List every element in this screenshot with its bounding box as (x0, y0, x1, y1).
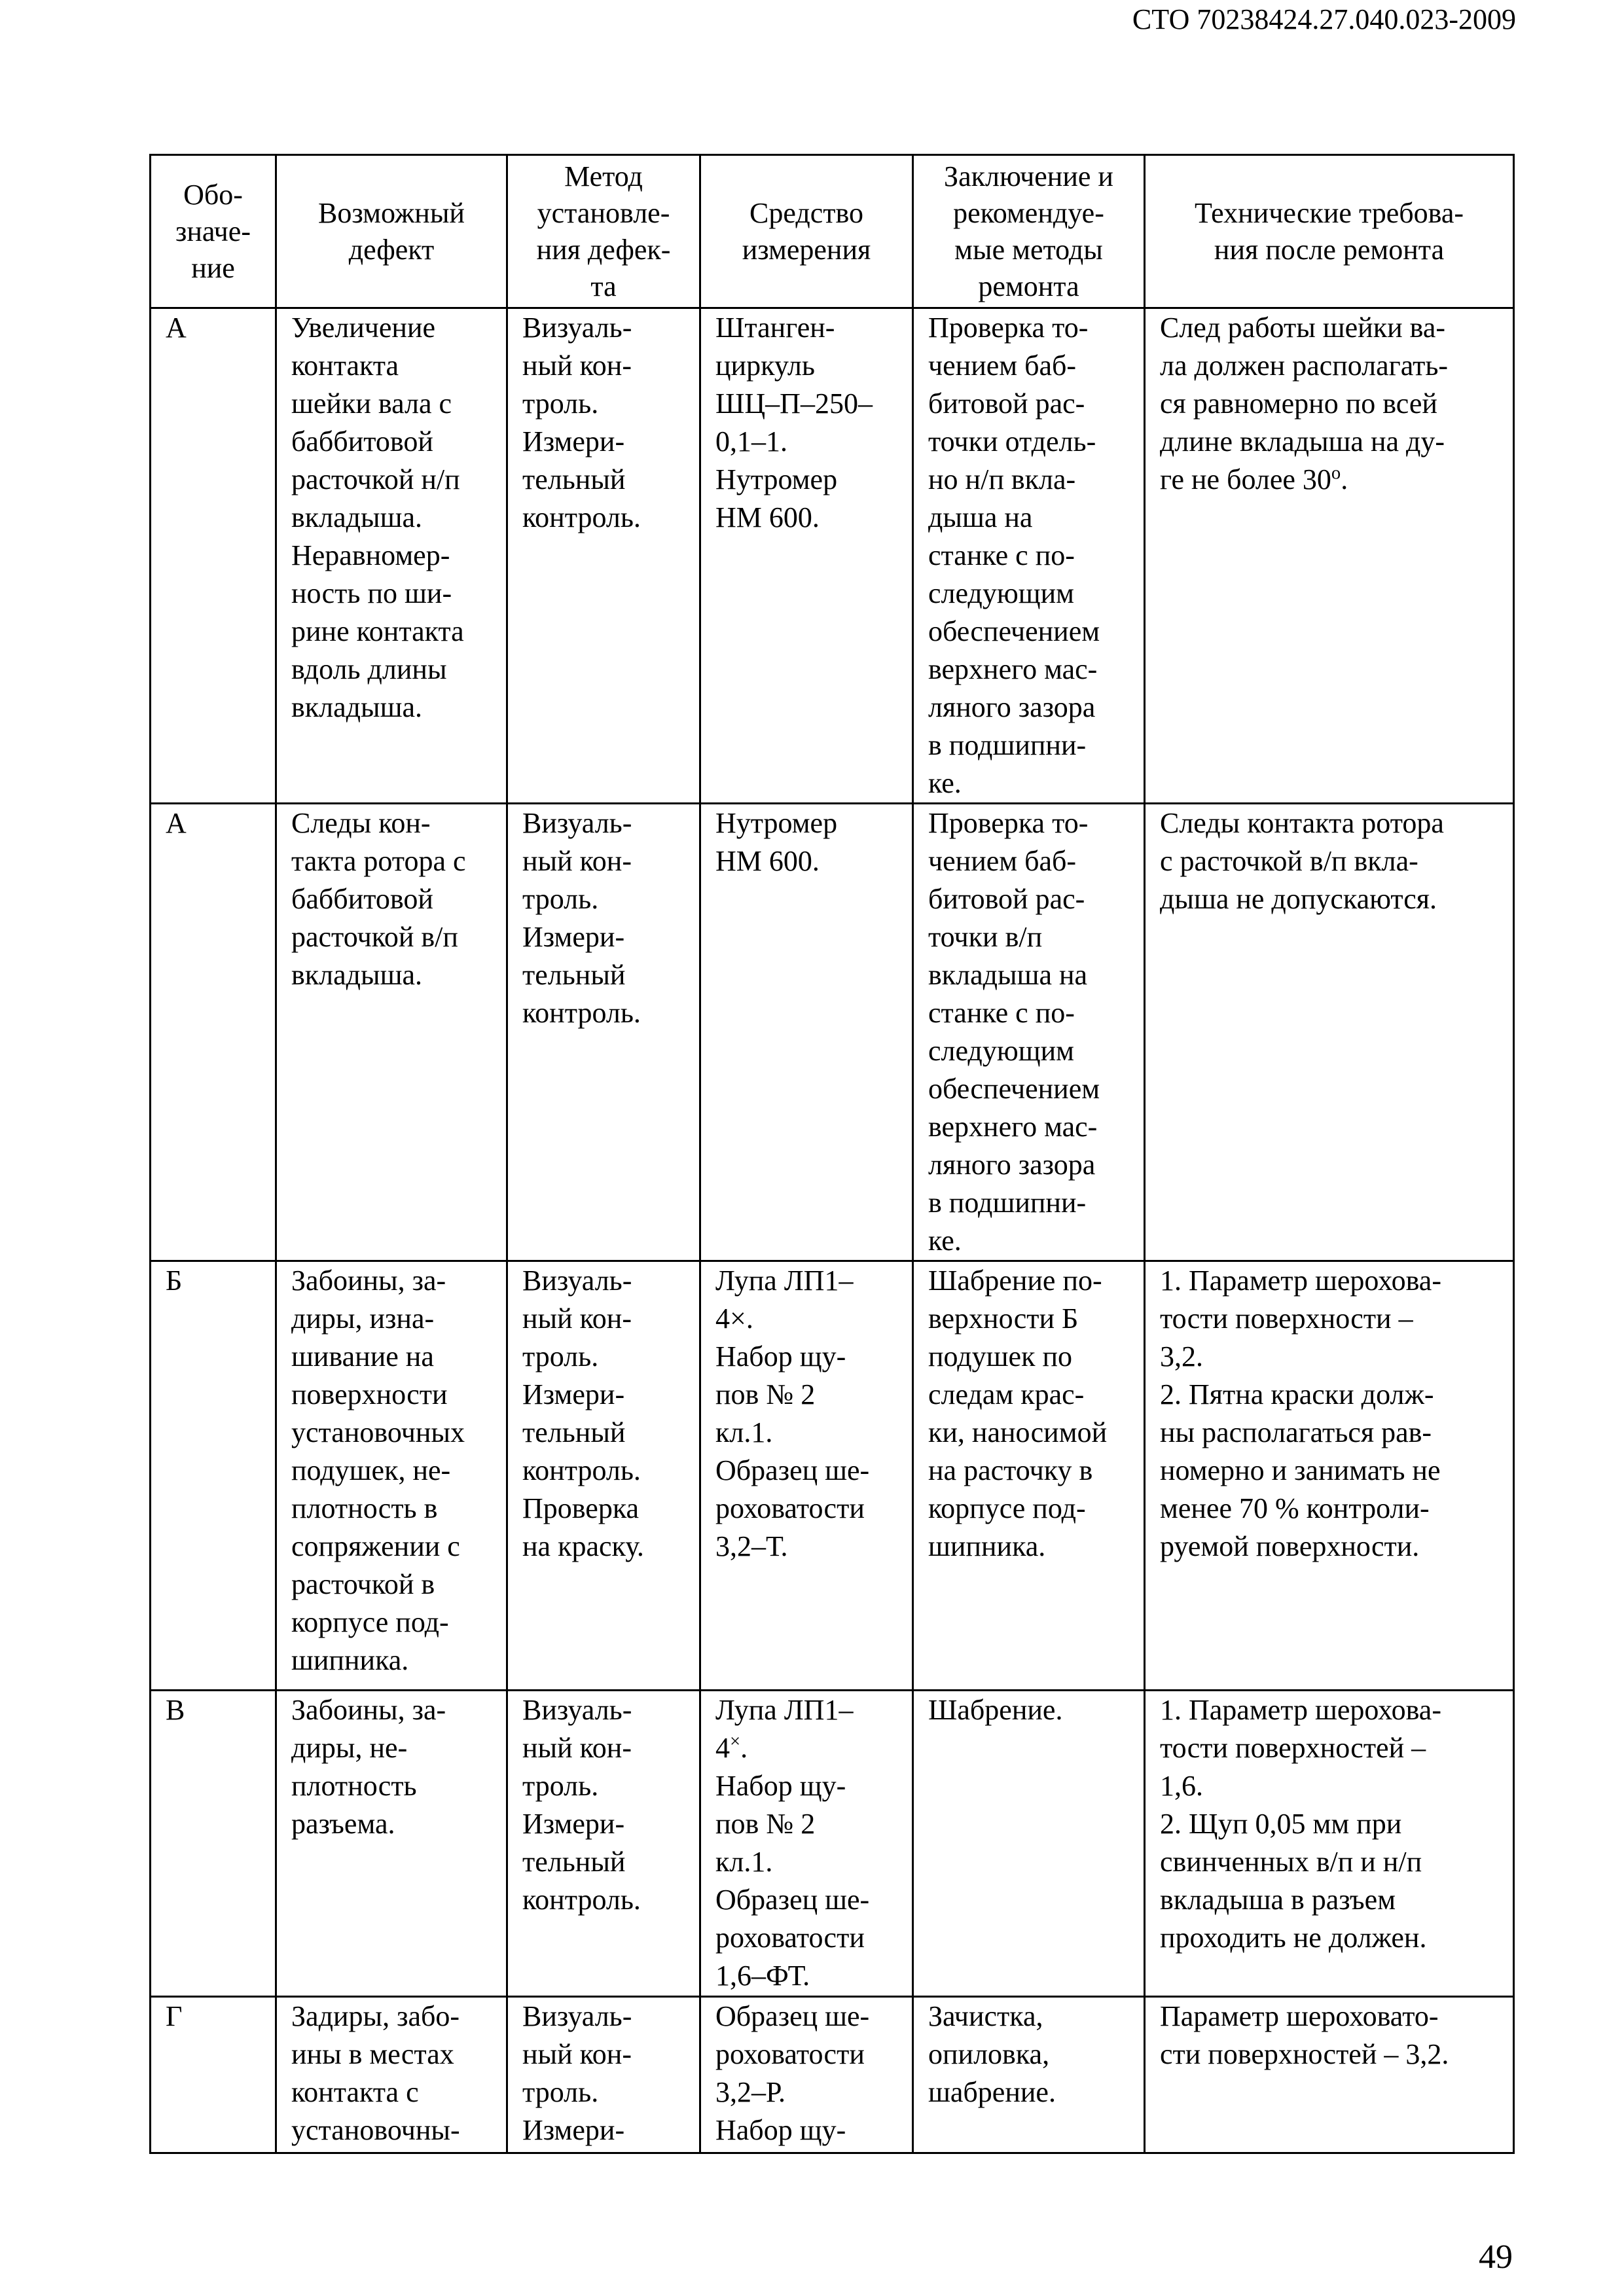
text-line: 1,6–ФТ. (715, 1960, 810, 1992)
text-line: НМ 600. (715, 501, 820, 533)
text-line: 4×. (715, 1302, 753, 1335)
cell-conclusion-text (928, 804, 1136, 1260)
cell-conclusion (913, 1261, 1145, 1691)
text-line: НМ 600. (715, 845, 820, 877)
text-line: обеспечением (928, 615, 1100, 647)
text-line: битовой рас- (928, 387, 1085, 420)
cell-requirements-text (1160, 804, 1505, 918)
text-line: Набор щу- (715, 2114, 846, 2146)
text-line: 3,2–Т. (715, 1530, 788, 1562)
text-line: дефект (348, 233, 435, 266)
text-line: контроль. (522, 1884, 641, 1916)
text-line: битовой рас- (928, 883, 1085, 915)
text-line: контроль. (522, 1454, 641, 1486)
text-line: сопряжении с (291, 1530, 460, 1562)
text-line: тости поверхности – (1160, 1302, 1413, 1335)
table-row (151, 1691, 1514, 1997)
text-line: расточкой в (291, 1568, 435, 1600)
text-line: 3,2–Р. (715, 2076, 785, 2108)
text-line: Измери- (522, 1378, 625, 1410)
cell-requirements-text (1160, 1998, 1505, 2073)
text-line: значе- (175, 215, 251, 247)
text-line: 4×. (715, 1731, 748, 1764)
text-line: троль. (522, 387, 599, 420)
text-line: ляного зазора (928, 1149, 1096, 1181)
text-line: в подшипни- (928, 1187, 1087, 1219)
text-line: Задиры, забо- (291, 2000, 460, 2032)
cell-conclusion (913, 804, 1145, 1261)
cell-defect-text (291, 1262, 498, 1679)
text-line: Следы контакта ротора (1160, 807, 1444, 839)
cell-requirements-text (1160, 309, 1505, 499)
text-line: ремонта (978, 270, 1079, 302)
superscript: × (730, 1731, 741, 1752)
text-line: Неравномер- (291, 539, 450, 571)
cell-conclusion-text (928, 1691, 1136, 1729)
cell-method (507, 308, 700, 804)
text-line: Метод (564, 160, 643, 192)
cell-defect-text (291, 1998, 498, 2149)
text-line: ность по ши- (291, 577, 452, 609)
text-line: Визуаль- (522, 1265, 632, 1297)
text-line: троль. (522, 883, 599, 915)
text-line: троль. (522, 2076, 599, 2108)
text-line: обеспечением (928, 1073, 1100, 1105)
text-line: ный кон- (522, 845, 632, 877)
cell-conclusion-text (928, 309, 1136, 802)
cell-conclusion (913, 1691, 1145, 1997)
text-line: контакта (291, 350, 399, 382)
column-header-instrument (700, 155, 913, 308)
cell-instrument (700, 308, 913, 804)
text-line: Технические требова- (1194, 196, 1464, 229)
column-header-designation (151, 155, 276, 308)
text-line: пов № 2 (715, 1808, 816, 1840)
page-number: 49 (1479, 2238, 1513, 2276)
text-line: вкладыша. (291, 691, 422, 723)
cell-conclusion (913, 1997, 1145, 2153)
text-line: точки в/п (928, 921, 1043, 953)
text-line: менее 70 % контроли- (1160, 1492, 1430, 1524)
cell-instrument (700, 1261, 913, 1691)
text-line: 1. Параметр шерохова- (1160, 1694, 1441, 1726)
text-line: Измери- (522, 2114, 625, 2146)
text-line: верхности Б (928, 1302, 1079, 1335)
text-line: шивание на (291, 1340, 434, 1372)
column-header-conclusion (913, 155, 1145, 308)
text-line: измерения (742, 233, 871, 266)
text-line: плотность (291, 1770, 417, 1802)
text-line: диры, не- (291, 1732, 408, 1764)
text-line: Образец ше- (715, 1884, 870, 1916)
text-line: ШЦ–П–250– (715, 387, 873, 420)
text-line: длине вкладыша на ду- (1160, 425, 1445, 457)
text-line: номерно и занимать не (1160, 1454, 1441, 1486)
cell-method-text (522, 1691, 691, 1919)
text-line: Проверка то- (928, 807, 1089, 839)
cell-instrument (700, 1691, 913, 1997)
text-line: 2. Щуп 0,05 мм при (1160, 1808, 1402, 1840)
cell-designation: Б (151, 1261, 276, 1691)
text-line: руемой поверхности. (1160, 1530, 1420, 1562)
text-line: установочны- (291, 2114, 460, 2146)
cell-method (507, 804, 700, 1261)
cell-defect (276, 1997, 507, 2153)
text-line: корпусе под- (928, 1492, 1086, 1524)
text-line: роховатости (715, 1922, 865, 1954)
text-line: Шабрение по- (928, 1265, 1102, 1297)
text-line: Возможный (318, 196, 465, 229)
text-line: тости поверхностей – (1160, 1732, 1426, 1764)
text-line: рекомендуе- (953, 196, 1104, 229)
cell-requirements (1145, 1691, 1514, 1997)
cell-conclusion-text (928, 1998, 1136, 2111)
text-line: шабрение. (928, 2076, 1056, 2108)
cell-instrument (700, 1997, 913, 2153)
text-line: роховатости (715, 1492, 865, 1524)
column-header-defect (276, 155, 507, 308)
text-line: вкладыша. (291, 959, 422, 991)
cell-method-text (522, 1262, 691, 1566)
text-line: Забоины, за- (291, 1694, 446, 1726)
text-line: та (590, 270, 617, 302)
text-line: ла должен располагать- (1160, 350, 1449, 382)
text-line: ный кон- (522, 1732, 632, 1764)
text-line: вкладыша. (291, 501, 422, 533)
text-line: баббитовой (291, 883, 433, 915)
text-line: Измери- (522, 1808, 625, 1840)
text-line: подушек, не- (291, 1454, 451, 1486)
table-header-row (151, 155, 1514, 308)
text-line: на краску. (522, 1530, 644, 1562)
text-line: шипника. (928, 1530, 1046, 1562)
text-line: ляного зазора (928, 691, 1096, 723)
cell-instrument-text (715, 804, 904, 880)
text-line: Набор щу- (715, 1340, 846, 1372)
text-line: свинченных в/п и н/п (1160, 1846, 1422, 1878)
column-header-requirements (1145, 155, 1514, 308)
text-line: Параметр шероховато- (1160, 2000, 1439, 2032)
text-line: установле- (537, 196, 670, 229)
text-line: ный кон- (522, 2038, 632, 2070)
text-line: Зачистка, (928, 2000, 1043, 2032)
text-line: Забоины, за- (291, 1265, 446, 1297)
cell-requirements (1145, 308, 1514, 804)
cell-instrument-text (715, 309, 904, 537)
text-line: Лупа ЛП1– (715, 1265, 854, 1297)
text-line: на расточку в (928, 1454, 1093, 1486)
cell-defect (276, 804, 507, 1261)
text-line: Измери- (522, 921, 625, 953)
text-line: Увеличение (291, 312, 436, 344)
cell-defect (276, 308, 507, 804)
table-body (151, 308, 1514, 2153)
table-row (151, 308, 1514, 804)
cell-method (507, 1997, 700, 2153)
text-line: Проверка то- (928, 312, 1089, 344)
cell-defect-text (291, 804, 498, 994)
text-line: следующим (928, 577, 1074, 609)
text-line: Образец ше- (715, 2000, 870, 2032)
text-line: Обо- (183, 178, 243, 211)
cell-conclusion-text (928, 1262, 1136, 1566)
text-line: ние (191, 251, 235, 284)
text-line: тельный (522, 959, 626, 991)
cell-conclusion (913, 308, 1145, 804)
cell-requirements (1145, 804, 1514, 1261)
text-line: сти поверхностей – 3,2. (1160, 2038, 1449, 2070)
text-line: тельный (522, 1846, 626, 1878)
text-line: Штанген- (715, 312, 835, 344)
text-line: Визуаль- (522, 1694, 632, 1726)
text-line: 0,1–1. (715, 425, 787, 457)
column-header-method (507, 155, 700, 308)
text-line: станке с по- (928, 539, 1075, 571)
text-line: опиловка, (928, 2038, 1050, 2070)
text-line: ки, наносимой (928, 1416, 1108, 1448)
text-line: 1,6. (1160, 1770, 1203, 1802)
cell-requirements (1145, 1997, 1514, 2153)
text-line: Измери- (522, 425, 625, 457)
cell-designation: А (151, 308, 276, 804)
text-line: Нутромер (715, 807, 838, 839)
text-line: установочных (291, 1416, 465, 1448)
text-line: дыша не допускаются. (1160, 883, 1437, 915)
text-line: диры, изна- (291, 1302, 435, 1335)
text-line: Визуаль- (522, 312, 632, 344)
text-line: такта ротора с (291, 845, 466, 877)
text-line: ный кон- (522, 350, 632, 382)
cell-defect-text (291, 1691, 498, 1843)
cell-method-text (522, 804, 691, 1032)
document-code: СТО 70238424.27.040.023-2009 (1132, 3, 1516, 35)
text-line: мые методы (954, 233, 1103, 266)
text-line: шейки вала с (291, 387, 452, 420)
text-line: ный кон- (522, 1302, 632, 1335)
cell-method (507, 1691, 700, 1997)
text-line: пов № 2 (715, 1378, 816, 1410)
text-line: дыша на (928, 501, 1033, 533)
text-line: тельный (522, 463, 626, 495)
table-row (151, 804, 1514, 1261)
text-line: троль. (522, 1770, 599, 1802)
text-line: станке с по- (928, 997, 1075, 1029)
cell-instrument-text (715, 1998, 904, 2149)
text-line: ге не более 30$^o$. (1160, 463, 1348, 495)
cell-method (507, 1261, 700, 1691)
text-line: роховатости (715, 2038, 865, 2070)
text-line: корпусе под- (291, 1606, 449, 1638)
text-line: циркуль (715, 350, 815, 382)
text-line: Средство (749, 196, 863, 229)
text-line: След работы шейки ва- (1160, 312, 1446, 344)
text-line: разъема. (291, 1808, 395, 1840)
table-row (151, 1261, 1514, 1691)
text-line: Визуаль- (522, 2000, 632, 2032)
text-line: Лупа ЛП1– (715, 1694, 854, 1726)
table-row (151, 1997, 1514, 2153)
text-line: контроль. (522, 501, 641, 533)
text-line: ния дефек- (536, 233, 671, 266)
text-line: следам крас- (928, 1378, 1085, 1410)
cell-requirements-text (1160, 1691, 1505, 1957)
text-line: ся равномерно по всей (1160, 387, 1437, 420)
text-line: Образец ше- (715, 1454, 870, 1486)
text-line: Заключение и (944, 160, 1113, 192)
text-line: кл.1. (715, 1846, 773, 1878)
text-line: в подшипни- (928, 729, 1087, 761)
text-line: расточкой в/п (291, 921, 458, 953)
text-line: шипника. (291, 1644, 409, 1676)
text-line: Проверка (522, 1492, 640, 1524)
text-line: контакта с (291, 2076, 419, 2108)
text-line: расточкой н/п (291, 463, 460, 495)
cell-designation: В (151, 1691, 276, 1997)
text-line: ке. (928, 767, 962, 799)
text-line: вкладыша в разъем (1160, 1884, 1396, 1916)
text-line: плотность в (291, 1492, 438, 1524)
cell-designation: Г (151, 1997, 276, 2153)
text-line: но н/п вкла- (928, 463, 1076, 495)
text-line: вдоль длины (291, 653, 447, 685)
cell-defect (276, 1261, 507, 1691)
text-line: Следы кон- (291, 807, 431, 839)
text-line: Нутромер (715, 463, 838, 495)
superscript: o (1331, 463, 1341, 484)
text-line: Визуаль- (522, 807, 632, 839)
text-line: проходить не должен. (1160, 1922, 1427, 1954)
text-line: следующим (928, 1035, 1074, 1067)
text-line: кл.1. (715, 1416, 773, 1448)
text-line: верхнего мас- (928, 653, 1098, 685)
cell-requirements (1145, 1261, 1514, 1691)
text-line: с расточкой в/п вкла- (1160, 845, 1418, 877)
text-line: рине контакта (291, 615, 464, 647)
cell-instrument-text (715, 1691, 904, 1995)
text-line: ке. (928, 1225, 962, 1257)
text-line: троль. (522, 1340, 599, 1372)
text-line: вкладыша на (928, 959, 1088, 991)
text-line: 1. Параметр шерохова- (1160, 1265, 1441, 1297)
cell-designation: А (151, 804, 276, 1261)
text-line: точки отдель- (928, 425, 1096, 457)
text-line: ния после ремонта (1214, 233, 1445, 266)
text-line: Набор щу- (715, 1770, 846, 1802)
defects-table (149, 154, 1515, 2154)
text-line: тельный (522, 1416, 626, 1448)
text-line: Шабрение. (928, 1694, 1063, 1726)
text-line: 3,2. (1160, 1340, 1203, 1372)
text-line: 2. Пятна краски долж- (1160, 1378, 1434, 1410)
text-line: ины в местах (291, 2038, 454, 2070)
text-line: поверхности (291, 1378, 448, 1410)
text-line: баббитовой (291, 425, 433, 457)
cell-instrument-text (715, 1262, 904, 1566)
cell-requirements-text (1160, 1262, 1505, 1566)
cell-method-text (522, 1998, 691, 2149)
text-line: чением баб- (928, 350, 1077, 382)
text-line: ны располагаться рав- (1160, 1416, 1432, 1448)
cell-instrument (700, 804, 913, 1261)
text-line: верхнего мас- (928, 1111, 1098, 1143)
text-line: подушек по (928, 1340, 1072, 1372)
cell-defect-text (291, 309, 498, 726)
text-line: контроль. (522, 997, 641, 1029)
cell-method-text (522, 309, 691, 537)
text-line: чением баб- (928, 845, 1077, 877)
cell-defect (276, 1691, 507, 1997)
